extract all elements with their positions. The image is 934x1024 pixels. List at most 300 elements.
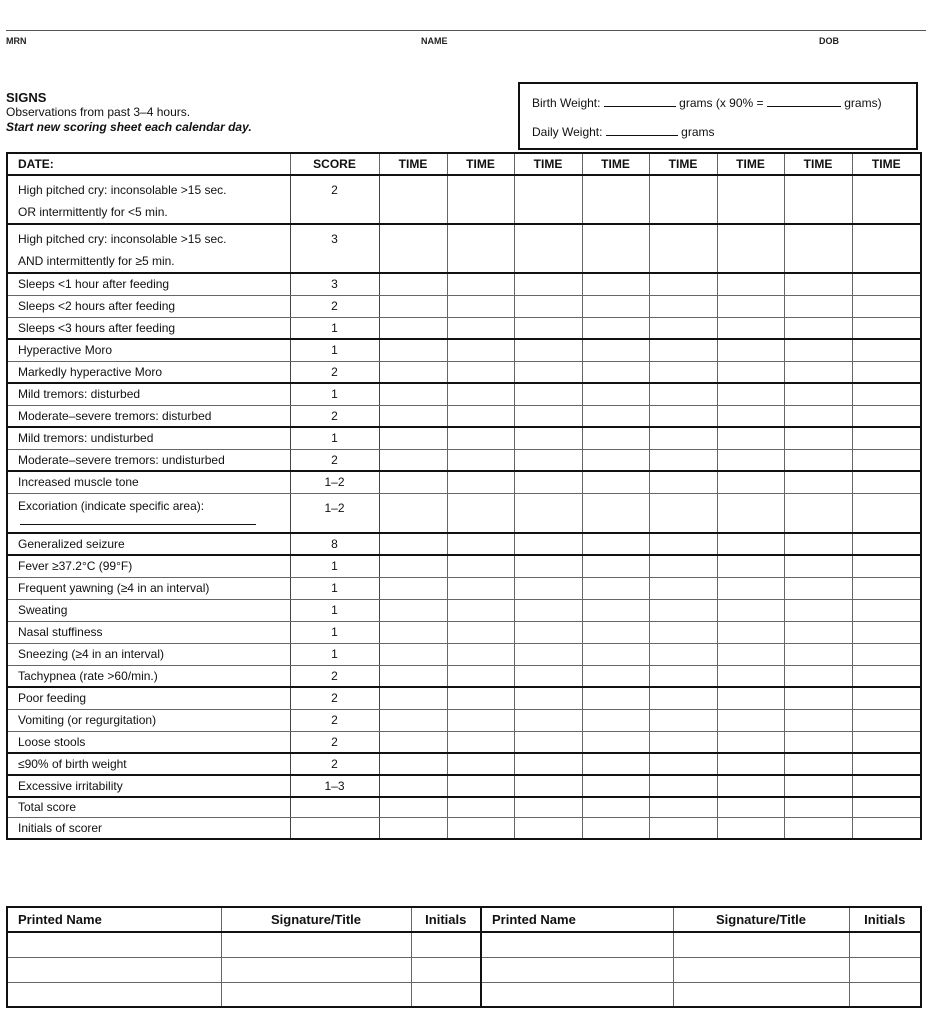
time-entry-cell[interactable] [447,533,514,555]
time-entry-cell[interactable] [784,317,852,339]
signature-title-cell[interactable] [221,957,411,982]
signs-title: SIGNS [6,90,47,105]
time-entry-cell[interactable] [852,577,921,599]
observation-note: Observations from past 3–4 hours. [6,105,191,119]
time-entry-cell[interactable] [717,339,784,361]
time-entry-cell[interactable] [447,687,514,709]
sign-cell [7,665,290,687]
time-entry-cell[interactable] [379,224,447,273]
sign-label: Tachypnea (rate >60/min.) [18,668,158,683]
birth-grams-label: grams (x 90% = [679,96,764,110]
initials-cell[interactable] [411,932,481,957]
sign-cell [7,427,290,449]
time-entry-cell[interactable] [582,775,649,797]
signature-row [7,982,921,1007]
time-entry-cell[interactable] [649,577,717,599]
time-entry-cell[interactable] [447,797,514,817]
time-entry-cell[interactable] [852,533,921,555]
time-entry-cell[interactable] [784,405,852,427]
time-entry-cell[interactable] [582,599,649,621]
time-entry-cell[interactable] [514,224,582,273]
total-score-label: Total score [7,797,290,817]
score-header: SCORE [290,153,379,175]
table-row [7,273,921,295]
daily-grams-label: grams [681,125,715,139]
time-entry-cell[interactable] [582,577,649,599]
signature-title-cell[interactable] [221,932,411,957]
time-entry-cell[interactable] [379,361,447,383]
time-entry-cell[interactable] [649,665,717,687]
time-entry-cell[interactable] [717,493,784,533]
initials-cell[interactable] [411,957,481,982]
time-entry-cell[interactable] [447,493,514,533]
time-entry-cell[interactable] [852,339,921,361]
time-entry-cell[interactable] [379,599,447,621]
time-entry-cell[interactable] [649,175,717,224]
time-entry-cell[interactable] [582,427,649,449]
time-entry-cell[interactable] [379,175,447,224]
signature-title-cell[interactable] [673,957,849,982]
time-entry-cell[interactable] [582,361,649,383]
score-value: 1–2 [290,493,379,533]
time-entry-cell[interactable] [514,555,582,577]
time-entry-cell[interactable] [784,797,852,817]
signature-table [6,906,922,1008]
time-entry-cell[interactable] [852,493,921,533]
time-entry-cell[interactable] [379,665,447,687]
time-entry-cell[interactable] [784,599,852,621]
time-entry-cell[interactable] [717,449,784,471]
time-entry-cell[interactable] [379,817,447,839]
time-entry-cell[interactable] [784,493,852,533]
time-entry-cell[interactable] [649,533,717,555]
time-entry-cell[interactable] [379,687,447,709]
signature-title-cell[interactable] [673,932,849,957]
time-entry-cell[interactable] [582,295,649,317]
time-entry-cell[interactable] [447,339,514,361]
score-value: 3 [290,224,379,273]
time-entry-cell[interactable] [514,383,582,405]
time-entry-cell[interactable] [379,493,447,533]
time-entry-cell[interactable] [582,665,649,687]
sign-cell [7,599,290,621]
time-entry-cell[interactable] [852,817,921,839]
time-entry-cell[interactable] [514,273,582,295]
signature-title-cell[interactable] [221,982,411,1007]
time-entry-cell[interactable] [717,731,784,753]
time-entry-cell[interactable] [514,577,582,599]
time-entry-cell[interactable] [649,797,717,817]
time-entry-cell[interactable] [784,224,852,273]
time-entry-cell[interactable] [784,555,852,577]
time-entry-cell[interactable] [582,687,649,709]
time-entry-cell[interactable] [852,775,921,797]
time-entry-cell[interactable] [379,709,447,731]
time-entry-cell[interactable] [852,427,921,449]
score-value: 1 [290,599,379,621]
time-entry-cell[interactable] [447,709,514,731]
time-entry-cell[interactable] [717,175,784,224]
time-entry-cell[interactable] [582,753,649,775]
time-entry-cell[interactable] [717,599,784,621]
time-entry-cell[interactable] [852,753,921,775]
printed-name-cell[interactable] [481,982,673,1007]
table-row [7,224,921,273]
time-entry-cell[interactable] [379,621,447,643]
time-entry-cell[interactable] [514,643,582,665]
time-entry-cell[interactable] [717,797,784,817]
table-row [7,361,921,383]
time-entry-cell[interactable] [582,709,649,731]
sign-cell [7,224,290,273]
time-entry-cell[interactable] [852,621,921,643]
time-entry-cell[interactable] [852,709,921,731]
time-entry-cell[interactable] [447,383,514,405]
time-entry-cell[interactable] [717,817,784,839]
time-entry-cell[interactable] [447,599,514,621]
sign-label: Mild tremors: disturbed [18,387,141,402]
time-entry-cell[interactable] [447,295,514,317]
time-entry-cell[interactable] [784,753,852,775]
time-entry-cell[interactable] [649,383,717,405]
time-entry-cell[interactable] [717,471,784,493]
time-entry-cell[interactable] [649,317,717,339]
scoring-table [6,152,922,840]
time-entry-cell[interactable] [717,753,784,775]
time-entry-cell[interactable] [514,533,582,555]
time-entry-cell[interactable] [852,687,921,709]
sign-label: Fever ≥37.2°C (99°F) [18,559,133,574]
score-value: 1 [290,555,379,577]
time-entry-cell[interactable] [717,224,784,273]
time-entry-cell[interactable] [649,775,717,797]
time-entry-cell[interactable] [852,295,921,317]
time-entry-cell[interactable] [447,577,514,599]
time-entry-cell[interactable] [852,797,921,817]
time-entry-cell[interactable] [447,449,514,471]
time-entry-cell[interactable] [649,224,717,273]
time-entry-cell[interactable] [447,427,514,449]
birth-grams-close: grams) [844,96,882,110]
time-entry-cell[interactable] [852,405,921,427]
sign-label: Excoriation (indicate specific area): [18,498,205,513]
time-entry-cell[interactable] [379,555,447,577]
time-entry-cell[interactable] [784,449,852,471]
time-entry-cell[interactable] [447,317,514,339]
sign-label: Sleeps <1 hour after feeding [18,277,170,292]
time-entry-cell[interactable] [582,555,649,577]
time-entry-cell[interactable] [447,224,514,273]
time-entry-cell[interactable] [649,555,717,577]
sign-line-1: High pitched cry: inconsolable >15 sec. [18,232,227,246]
time-entry-cell[interactable] [582,175,649,224]
printed-name-cell[interactable] [7,957,221,982]
sign-label: Nasal stuffiness [18,625,103,639]
score-value: 1 [290,317,379,339]
time-entry-cell[interactable] [784,427,852,449]
time-entry-cell[interactable] [379,753,447,775]
time-entry-cell[interactable] [379,449,447,471]
time-entry-cell[interactable] [582,471,649,493]
score-value: 1 [290,383,379,405]
sign-cell [7,273,290,295]
score-entry-cell[interactable] [290,797,379,817]
time-entry-cell[interactable] [379,273,447,295]
sign-label: Hyperactive Moro [18,343,113,358]
daily-weight-label: Daily Weight: [532,125,603,139]
time-entry-cell[interactable] [784,687,852,709]
printed-name-cell[interactable] [481,957,673,982]
time-entry-cell[interactable] [514,295,582,317]
time-entry-cell[interactable] [514,599,582,621]
time-entry-cell[interactable] [649,621,717,643]
time-entry-cell[interactable] [582,797,649,817]
time-entry-cell[interactable] [717,577,784,599]
excoriation-area-field[interactable] [20,515,256,525]
time-entry-cell[interactable] [717,317,784,339]
time-entry-cell[interactable] [852,317,921,339]
time-entry-cell[interactable] [514,665,582,687]
signature-row [7,932,921,957]
time-entry-cell[interactable] [784,273,852,295]
time-entry-cell[interactable] [784,621,852,643]
score-entry-cell[interactable] [290,817,379,839]
sign-label: Sneezing (≥4 in an interval) [18,647,164,661]
time-entry-cell[interactable] [379,405,447,427]
time-entry-cell[interactable] [649,295,717,317]
time-entry-cell[interactable] [447,405,514,427]
time-entry-cell[interactable] [447,273,514,295]
name-label: NAME [421,36,448,46]
time-entry-cell[interactable] [784,817,852,839]
time-entry-cell[interactable] [717,361,784,383]
time-entry-cell[interactable] [447,731,514,753]
signature-title-cell[interactable] [673,982,849,1007]
time-entry-cell[interactable] [447,753,514,775]
sign-cell [7,555,290,577]
time-entry-cell[interactable] [379,731,447,753]
time-entry-cell[interactable] [649,471,717,493]
time-entry-cell[interactable] [514,753,582,775]
time-entry-cell[interactable] [582,533,649,555]
time-entry-cell[interactable] [852,449,921,471]
time-entry-cell[interactable] [514,471,582,493]
time-header: TIME [379,153,447,175]
time-entry-cell[interactable] [514,339,582,361]
time-entry-cell[interactable] [514,817,582,839]
time-entry-cell[interactable] [379,471,447,493]
time-entry-cell[interactable] [717,383,784,405]
score-value: 2 [290,449,379,471]
time-entry-cell[interactable] [379,643,447,665]
time-entry-cell[interactable] [514,709,582,731]
time-entry-cell[interactable] [447,643,514,665]
time-entry-cell[interactable] [649,753,717,775]
time-entry-cell[interactable] [582,339,649,361]
signature-title-header: Signature/Title [673,907,849,932]
time-entry-cell[interactable] [717,709,784,731]
time-entry-cell[interactable] [717,427,784,449]
time-entry-cell[interactable] [582,731,649,753]
time-entry-cell[interactable] [447,621,514,643]
time-entry-cell[interactable] [514,427,582,449]
printed-name-cell[interactable] [481,932,673,957]
time-entry-cell[interactable] [379,317,447,339]
time-entry-cell[interactable] [717,643,784,665]
time-entry-cell[interactable] [582,405,649,427]
time-entry-cell[interactable] [582,273,649,295]
time-entry-cell[interactable] [582,493,649,533]
time-entry-cell[interactable] [582,317,649,339]
table-row [7,427,921,449]
time-entry-cell[interactable] [784,533,852,555]
time-entry-cell[interactable] [649,709,717,731]
time-entry-cell[interactable] [649,339,717,361]
table-row [7,555,921,577]
time-entry-cell[interactable] [784,775,852,797]
time-entry-cell[interactable] [852,599,921,621]
time-entry-cell[interactable] [582,449,649,471]
printed-name-cell[interactable] [7,932,221,957]
time-header: TIME [582,153,649,175]
time-entry-cell[interactable] [514,797,582,817]
time-entry-cell[interactable] [447,175,514,224]
time-entry-cell[interactable] [447,361,514,383]
time-entry-cell[interactable] [784,175,852,224]
table-row [7,599,921,621]
sign-cell [7,449,290,471]
time-entry-cell[interactable] [717,533,784,555]
time-entry-cell[interactable] [514,449,582,471]
time-entry-cell[interactable] [649,817,717,839]
time-entry-cell[interactable] [447,471,514,493]
time-entry-cell[interactable] [379,295,447,317]
time-entry-cell[interactable] [784,383,852,405]
time-entry-cell[interactable] [717,687,784,709]
sign-cell [7,687,290,709]
time-entry-cell[interactable] [649,449,717,471]
time-entry-cell[interactable] [852,643,921,665]
signs-intro [6,90,511,135]
time-entry-cell[interactable] [784,295,852,317]
birth-weight-field[interactable] [604,96,676,107]
time-entry-cell[interactable] [514,405,582,427]
time-entry-cell[interactable] [784,361,852,383]
time-entry-cell[interactable] [582,383,649,405]
sign-label: Poor feeding [18,691,87,706]
time-entry-cell[interactable] [852,224,921,273]
time-entry-cell[interactable] [717,555,784,577]
time-entry-cell[interactable] [784,709,852,731]
time-entry-cell[interactable] [447,665,514,687]
time-entry-cell[interactable] [582,817,649,839]
time-entry-cell[interactable] [852,665,921,687]
sign-cell [7,577,290,599]
time-entry-cell[interactable] [852,361,921,383]
time-entry-cell[interactable] [379,577,447,599]
score-value: 2 [290,687,379,709]
daily-weight-field[interactable] [606,125,678,136]
time-entry-cell[interactable] [514,317,582,339]
score-value: 2 [290,709,379,731]
initials-cell[interactable] [411,982,481,1007]
time-entry-cell[interactable] [379,383,447,405]
time-entry-cell[interactable] [582,643,649,665]
time-entry-cell[interactable] [447,817,514,839]
time-entry-cell[interactable] [784,643,852,665]
time-entry-cell[interactable] [514,687,582,709]
time-entry-cell[interactable] [649,731,717,753]
time-entry-cell[interactable] [717,621,784,643]
time-entry-cell[interactable] [784,471,852,493]
time-entry-cell[interactable] [717,273,784,295]
time-entry-cell[interactable] [852,471,921,493]
time-entry-cell[interactable] [649,427,717,449]
time-entry-cell[interactable] [447,555,514,577]
time-entry-cell[interactable] [514,493,582,533]
sign-cell [7,621,290,643]
initials-cell[interactable] [849,982,921,1007]
time-entry-cell[interactable] [514,731,582,753]
printed-name-cell[interactable] [7,982,221,1007]
sign-label: ≤90% of birth weight [18,757,127,771]
time-entry-cell[interactable] [852,175,921,224]
time-entry-cell[interactable] [379,797,447,817]
time-entry-cell[interactable] [649,643,717,665]
time-entry-cell[interactable] [784,731,852,753]
time-entry-cell[interactable] [852,273,921,295]
time-entry-cell[interactable] [852,731,921,753]
time-entry-cell[interactable] [379,339,447,361]
time-entry-cell[interactable] [582,621,649,643]
sign-line-1: High pitched cry: inconsolable >15 sec. [18,183,227,197]
time-entry-cell[interactable] [514,775,582,797]
time-entry-cell[interactable] [379,533,447,555]
time-entry-cell[interactable] [649,361,717,383]
time-entry-cell[interactable] [514,621,582,643]
time-entry-cell[interactable] [649,493,717,533]
time-entry-cell[interactable] [852,383,921,405]
sign-label: Frequent yawning (≥4 in an interval) [18,581,210,595]
time-entry-cell[interactable] [717,405,784,427]
sign-cell [7,295,290,317]
time-entry-cell[interactable] [649,273,717,295]
time-entry-cell[interactable] [852,555,921,577]
time-entry-cell[interactable] [717,775,784,797]
time-entry-cell[interactable] [379,427,447,449]
time-entry-cell[interactable] [717,295,784,317]
time-entry-cell[interactable] [649,599,717,621]
score-value: 2 [290,361,379,383]
time-entry-cell[interactable] [379,775,447,797]
time-entry-cell[interactable] [447,775,514,797]
signature-header-row [7,907,921,932]
time-entry-cell[interactable] [514,175,582,224]
initials-cell[interactable] [849,932,921,957]
time-entry-cell[interactable] [514,361,582,383]
time-entry-cell[interactable] [649,405,717,427]
initials-cell[interactable] [849,957,921,982]
ninety-percent-field[interactable] [767,96,841,107]
time-entry-cell[interactable] [784,339,852,361]
daily-weight-line [532,125,715,139]
time-entry-cell[interactable] [582,224,649,273]
time-entry-cell[interactable] [784,577,852,599]
time-entry-cell[interactable] [649,687,717,709]
time-entry-cell[interactable] [784,665,852,687]
time-entry-cell[interactable] [717,665,784,687]
new-sheet-note: Start new scoring sheet each calendar day. [6,120,252,134]
